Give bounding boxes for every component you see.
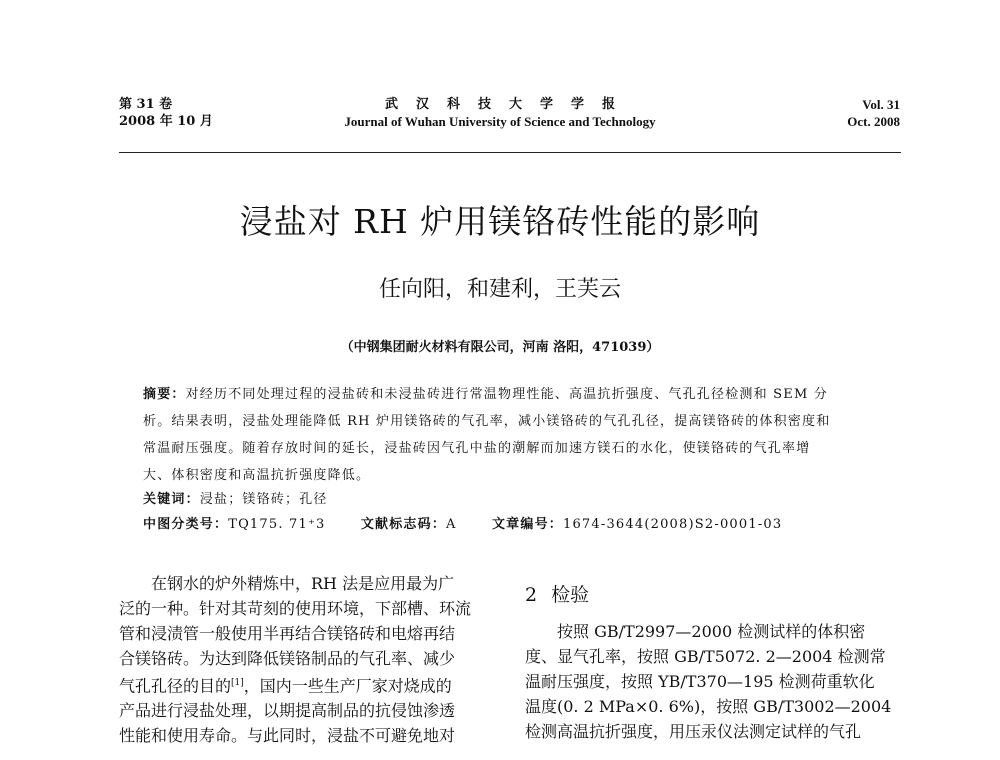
paragraph-line: 检测高温抗折强度，用压汞仪法测定试样的气孔	[525, 722, 862, 741]
affiliation: （中钢集团耐火材料有限公司，河南 洛阳，471039）	[340, 340, 660, 355]
abstract-line	[143, 385, 828, 405]
doc-code	[361, 517, 457, 532]
article-number	[492, 517, 782, 532]
keywords	[143, 490, 328, 510]
section-heading	[525, 580, 589, 607]
doc-code-label: 文献标志码：	[360, 517, 447, 532]
paragraph-line: 性能和使用寿命。与此同时，浸盐不可避免地对	[119, 726, 456, 746]
left-column	[119, 571, 504, 748]
clc	[143, 517, 325, 532]
abstract-text: 对经历不同处理过程的浸盐砖和未浸盐砖进行常温物理性能、高温抗折强度、气孔孔径检测和 SEM 分	[185, 387, 828, 402]
paragraph-line: 产品进行浸盐处理，以期提高制品的抗侵蚀渗透	[119, 701, 456, 721]
clc-label: 中图分类号：	[143, 517, 229, 532]
abstract-line: 析。结果表明，浸盐处理能降低 RH 炉用镁铬砖的气孔率，减小镁铬砖的气孔孔径，提高镁铬砖的体积密度和	[143, 414, 831, 429]
paragraph-line: 温耐压强度，按照 YB/T370—195 检测荷重软化	[525, 672, 875, 691]
citation[interactable]: [1]	[231, 678, 244, 688]
date-cn: 2008 年 10 月	[119, 114, 213, 129]
abstract-line: 大、体积密度和高温抗折强度降低。	[143, 468, 371, 483]
section-title: 检验	[551, 584, 590, 606]
clc-value: TQ175. 71⁺3	[228, 517, 326, 532]
article-number-value: 1674-3644(2008)S2-0001-03	[562, 517, 783, 532]
paragraph-line: 按照 GB/T2997—2000 检测试样的体积密	[557, 622, 866, 641]
paragraph-line	[119, 671, 504, 698]
paragraph-text: ，国内一些生产厂家对烧成的	[243, 676, 452, 696]
paragraph-text: 气孔孔径的目的	[119, 676, 232, 696]
journal-name-cn: 武汉科技大学学报	[384, 97, 633, 112]
paragraph-line: 泛的一种。针对其苛刻的使用环境，下部槽、环流	[119, 599, 472, 618]
paper-title: 浸盐对 RH 炉用镁铬砖性能的影响	[239, 202, 761, 241]
keywords-text: 浸盐；镁铬砖；孔径	[199, 492, 328, 507]
classification-line	[143, 515, 812, 535]
paragraph-line: 温度(0. 2 MPa×0. 6%)，按照 GB/T3002—2004	[525, 697, 892, 716]
date-en: Oct. 2008	[847, 114, 900, 129]
doc-code-value: A	[446, 517, 457, 532]
header-right	[847, 96, 900, 130]
paragraph-line: 管和浸渍管一般使用半再结合镁铬砖和电熔再结	[119, 624, 456, 643]
right-column	[525, 619, 910, 744]
header-rule	[119, 152, 901, 153]
abstract-line: 常温耐压强度。随着存放时间的延长，浸盐砖因气孔中盐的潮解而加速方镁石的水化，使镁铬砖的气孔率增	[143, 441, 811, 456]
volume-cn: 第 31 卷	[119, 97, 173, 112]
paragraph-line: 合镁铬砖。为达到降低镁铬制品的气孔率、减少	[119, 649, 456, 668]
authors: 任向阳，和建利，王芙云	[378, 277, 621, 302]
abstract-label: 摘要：	[143, 387, 186, 402]
paragraph-line: 在钢水的炉外精炼中，RH 法是应用最为广	[151, 574, 455, 593]
volume-en: Vol. 31	[862, 97, 900, 112]
section-number: 2	[525, 584, 538, 606]
header-center	[300, 96, 700, 130]
journal-name-en: Journal of Wuhan University of Science and Technology	[344, 114, 656, 129]
keywords-label: 关键词：	[143, 492, 200, 507]
header-left	[119, 96, 213, 130]
article-number-label: 文章编号：	[491, 517, 563, 532]
paragraph-line: 度、显气孔率，按照 GB/T5072. 2—2004 检测常	[525, 647, 886, 666]
